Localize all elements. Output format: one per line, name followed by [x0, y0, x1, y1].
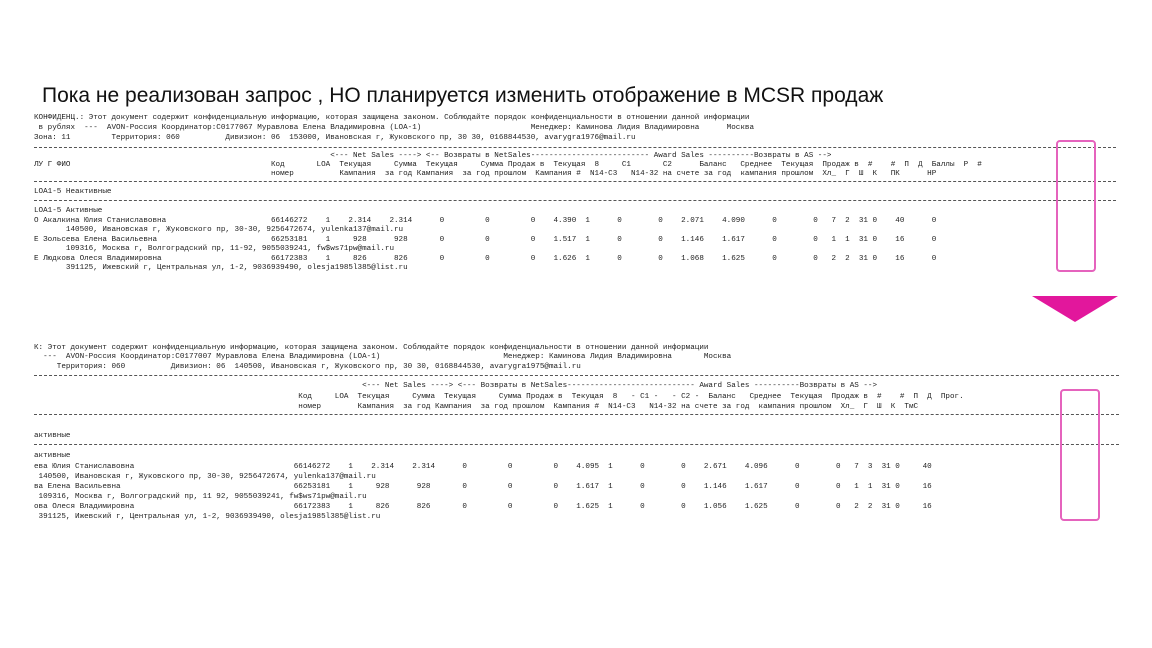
report-bottom [0, 344, 1152, 524]
divider [34, 375, 1119, 376]
address-row: 140500, Ивановская г, Жуковского пр, 30-30, 9256472674, yulenka137@mail.ru [34, 473, 376, 481]
divider [34, 147, 1116, 148]
address-row: 391125, Ижевский г, Центральная ул, 1-2, 9036939490, olesja1985l385@list.ru [34, 264, 408, 272]
table-row: ева Юлия Станиславовна 66146272 1 2.314 2.314 0 0 0 4.095 1 0 0 2.671 4.096 0 0 7 3 31 0 40 [34, 463, 932, 471]
divider [34, 181, 1116, 182]
report-line: <--- Net Sales ----> <-- Возвраты в NetSales-------------------------- Award Sales ----------Возвраты в AS --> [34, 152, 832, 160]
report-line: Зона: 11 Территория: 060 Дивизион: 06 153000, Ивановская г, Жуковского пр, 30 30, 0168844530, avarygra1976@mail.ru [34, 134, 636, 142]
report-line: в рублях --- AVON-Россия Координатор:C0177067 Муравлова Елена Владимировна (LOA-1) Менеджер: Каминова Лидия Владимировна Москва [34, 124, 755, 132]
slide-title: Пока не реализован запрос , НО планируется изменить отображение в MCSR продаж [42, 84, 884, 107]
report-line: Территория: 060 Дивизион: 06 140500, Ивановская г, Жуковского пр, 30 30, 0168844530, avarygra1975@mail.ru [34, 363, 581, 371]
report-line: Код LOA Текущая Сумма Текущая Сумма Продаж в Текущая 8 - C1 - - C2 - Баланс Среднее Текущая Продаж в # # П Д Прог. [34, 393, 964, 401]
report-top [0, 114, 1152, 274]
report-line: ЛУ Г ФИО Код LOA Текущая Сумма Текущая Сумма Продаж в Текущая 8 С1 С2 Баланс Среднее Текущая Продаж в # # П Д Баллы Р # [34, 161, 982, 169]
table-row: ва Елена Васильевна 66253181 1 928 928 0 0 0 1.617 1 0 0 1.146 1.617 0 0 1 1 31 0 16 [34, 483, 932, 491]
report-line: активные [34, 432, 71, 440]
report-line: LOA1-5 Неактивные [34, 188, 112, 196]
address-row: 109316, Москва г, Волгоградский пр, 11 92, 9055039241, fw$ws71pw@mail.ru [34, 493, 367, 501]
report-line: КОНФИДЕНЦ.: Этот документ содержит конфиденциальную информацию, которая защищена законом. Соблюдайте порядок конфиденциальности в отношении данной информации [34, 114, 750, 122]
report-line: <--- Net Sales ----> <--- Возвраты в NetSales---------------------------- Award Sales ----------Возвраты в AS --> [34, 382, 878, 390]
highlight-box-bottom [1060, 389, 1100, 521]
divider [34, 444, 1119, 445]
table-row: Е Зольсева Елена Васильевна 66253181 1 928 928 0 0 0 1.517 1 0 0 1.146 1.617 0 0 1 1 31 0 16 0 [34, 236, 937, 244]
address-row: 109316, Москва г, Волгоградский пр, 11-92, 9055039241, fw$ws71pw@mail.ru [34, 245, 395, 253]
address-row: 140500, Ивановская г, Жуковского пр, 30-30, 9256472674, yulenka137@mail.ru [34, 226, 404, 234]
divider [34, 200, 1116, 201]
arrow-down-icon [1032, 296, 1118, 322]
report-line: номер Кампания за год Кампания за год прошлом Кампания # N14-C3 N14-32 на счете за год кампания прошлом Хл_ Г Ш К ПК НР [34, 170, 937, 178]
table-row: Е Людкова Олеся Владимировна 66172383 1 826 826 0 0 0 1.626 1 0 0 1.068 1.625 0 0 2 2 31 0 16 0 [34, 255, 937, 263]
highlight-box-top [1056, 140, 1096, 272]
report-line: LOA1-5 Активные [34, 207, 103, 215]
report-line: активные [34, 452, 71, 460]
divider [34, 414, 1119, 415]
address-row: 391125, Ижевский г, Центральная ул, 1-2, 9036939490, olesja1985l385@list.ru [34, 513, 381, 521]
report-line: номер Кампания за год Кампания за год прошлом Кампания # N14-C3 N14-32 на счете за год кампания прошлом Хл_ Г Ш К ТмС [34, 403, 919, 411]
table-row: О Акалкина Юлия Станиславовна 66146272 1 2.314 2.314 0 0 0 4.390 1 0 0 2.071 4.090 0 0 7 2 31 0 40 0 [34, 217, 937, 225]
report-line: К: Этот документ содержит конфиденциальную информацию, которая защищена законом. Соблюдайте порядок конфиденциальности в отношении данной информации [34, 344, 709, 352]
report-line: --- AVON-Россия Координатор:C0177007 Муравлова Елена Владимировна (LOA-1) Менеджер: Каминова Лидия Владимировна Москва [34, 353, 732, 361]
table-row: ова Олеся Владимировна 66172383 1 826 826 0 0 0 1.625 1 0 0 1.056 1.625 0 0 2 2 31 0 16 [34, 503, 932, 511]
